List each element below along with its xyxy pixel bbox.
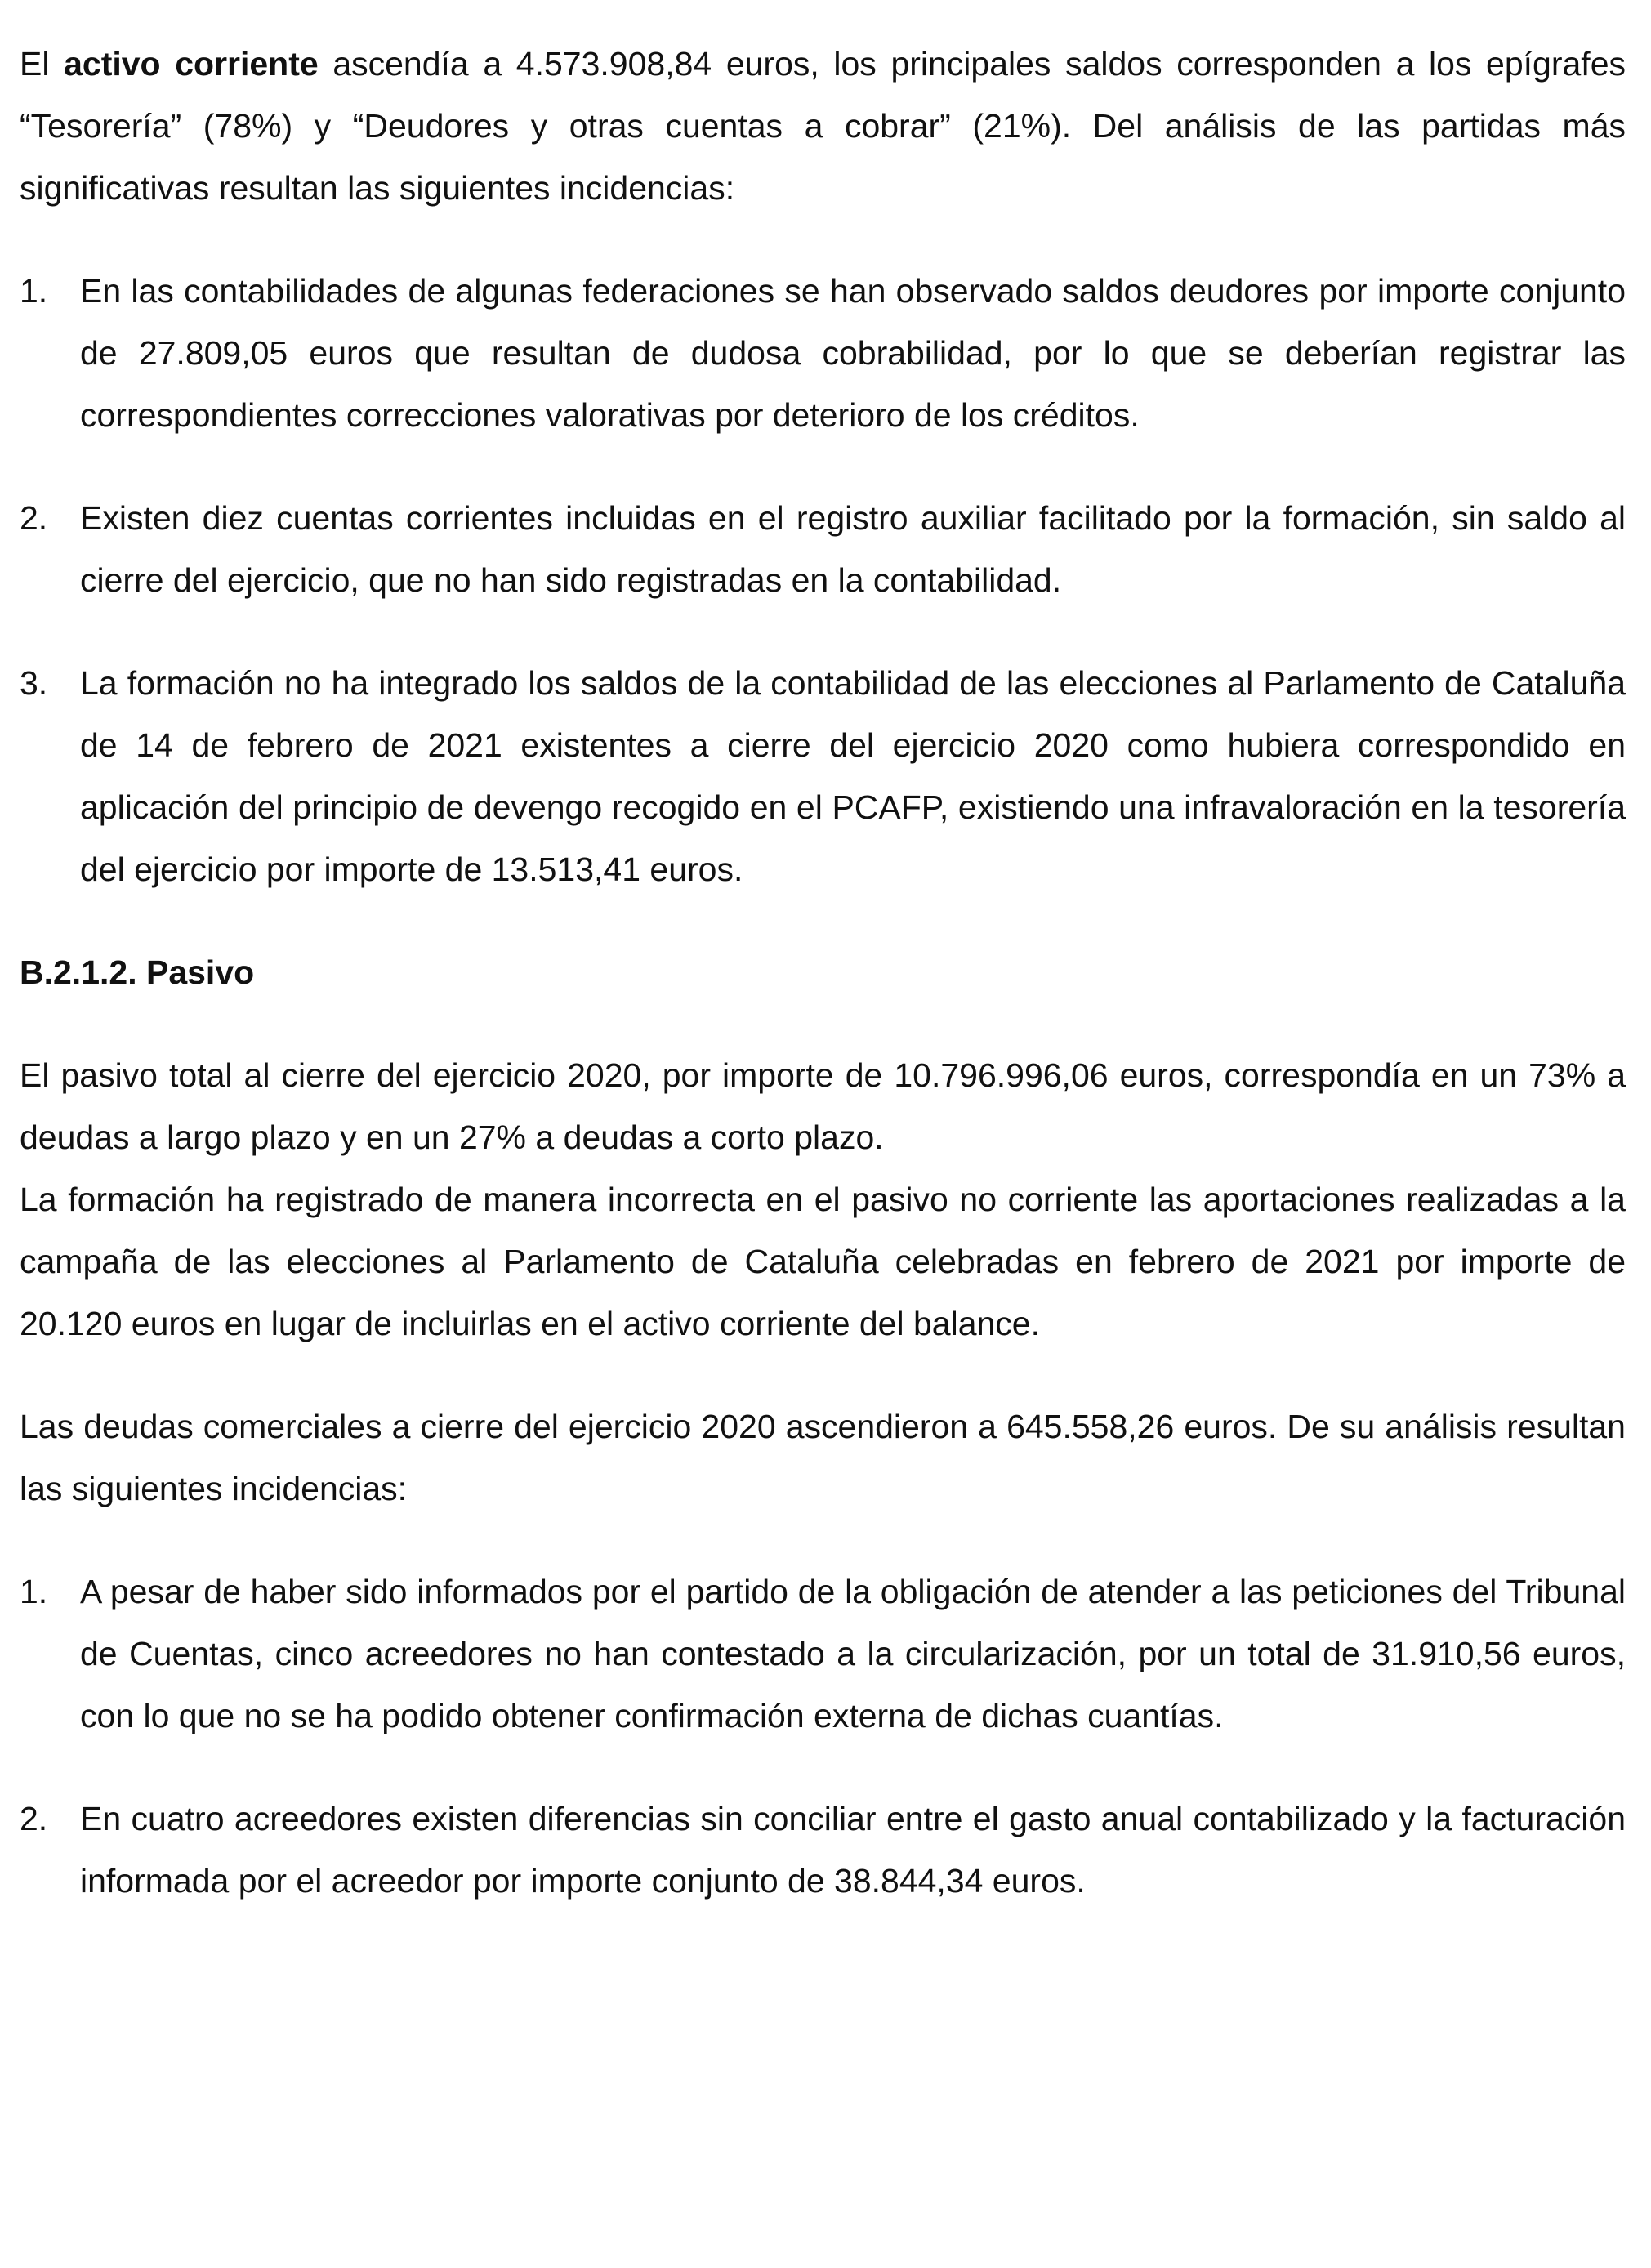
list-item-text: Existen diez cuentas corrientes incluidas en el registro auxiliar facilitado por la formación, sin saldo al cierre del ejercicio, que no han sido registradas en la contabilidad. xyxy=(80,499,1626,599)
list-item-text: A pesar de haber sido informados por el partido de la obligación de atender a las peticiones del Tribunal de Cuentas, cinco acreedores no han contestado a la circularización, por un total de 31.910,56 euros, con lo que no se ha podido obtener confirmación externa de dichas cuantías. xyxy=(80,1573,1626,1734)
list-item-text: La formación no ha integrado los saldos de la contabilidad de las elecciones al Parlamento de Cataluña de 14 de febrero de 2021 existentes a cierre del ejercicio 2020 como hubiera correspondido en aplicación del principio de devengo recogido en el PCAFP, existiendo una infravaloración en la tesorería del ejercicio por importe de 13.513,41 euros. xyxy=(80,664,1626,888)
list-item-text: En cuatro acreedores existen diferencias sin conciliar entre el gasto anual contabilizado y la facturación informada por el acreedor por importe conjunto de 38.844,34 euros. xyxy=(80,1800,1626,1900)
pasivo-paragraph-2: La formación ha registrado de manera incorrecta en el pasivo no corriente las aportaciones realizadas a la campaña de las elecciones al Parlamento de Cataluña celebradas en febrero de 2021 por importe de 20.120 euros en lugar de incluirlas en el activo corriente del balance. xyxy=(20,1181,1626,1342)
activo-incidencias-list xyxy=(20,260,1626,900)
list-item xyxy=(20,1560,1626,1747)
section-heading: B.2.1.2. Pasivo xyxy=(20,953,255,991)
intro-paragraph xyxy=(20,33,1626,219)
intro-lead: El xyxy=(20,45,65,83)
pasivo-paragraph-3: Las deudas comerciales a cierre del ejercicio 2020 ascendieron a 645.558,26 euros. De su análisis resultan las siguientes incidencias: xyxy=(20,1408,1626,1507)
pasivo-paragraph-1: El pasivo total al cierre del ejercicio 2020, por importe de 10.796.996,06 euros, correspondía en un 73% a deudas a largo plazo y en un 27% a deudas a corto plazo. xyxy=(20,1056,1626,1156)
list-item-number: 3. xyxy=(20,664,48,702)
list-item xyxy=(20,652,1626,900)
list-item xyxy=(20,1788,1626,1912)
pasivo-incidencias-list xyxy=(20,1560,1626,1912)
list-item-number: 1. xyxy=(20,272,48,310)
list-item-number: 2. xyxy=(20,1800,48,1837)
list-item xyxy=(20,260,1626,446)
list-item-text: En las contabilidades de algunas federaciones se han observado saldos deudores por importe conjunto de 27.809,05 euros que resultan de dudosa cobrabilidad, por lo que se deberían registrar las correspondientes correcciones valorativas por deterioro de los créditos. xyxy=(80,272,1626,434)
intro-bold-term: activo corriente xyxy=(64,45,319,83)
list-item xyxy=(20,487,1626,611)
list-item-number: 1. xyxy=(20,1573,48,1610)
document-page xyxy=(20,33,1626,1912)
list-item-number: 2. xyxy=(20,499,48,537)
intro-rest: ascendía a 4.573.908,84 euros, los principales saldos corresponden a los epígrafes “Tesorería” (78%) y “Deudores y otras cuentas a cobrar” (21%). Del análisis de las partidas más significativas resultan las siguientes incidencias: xyxy=(20,45,1626,207)
